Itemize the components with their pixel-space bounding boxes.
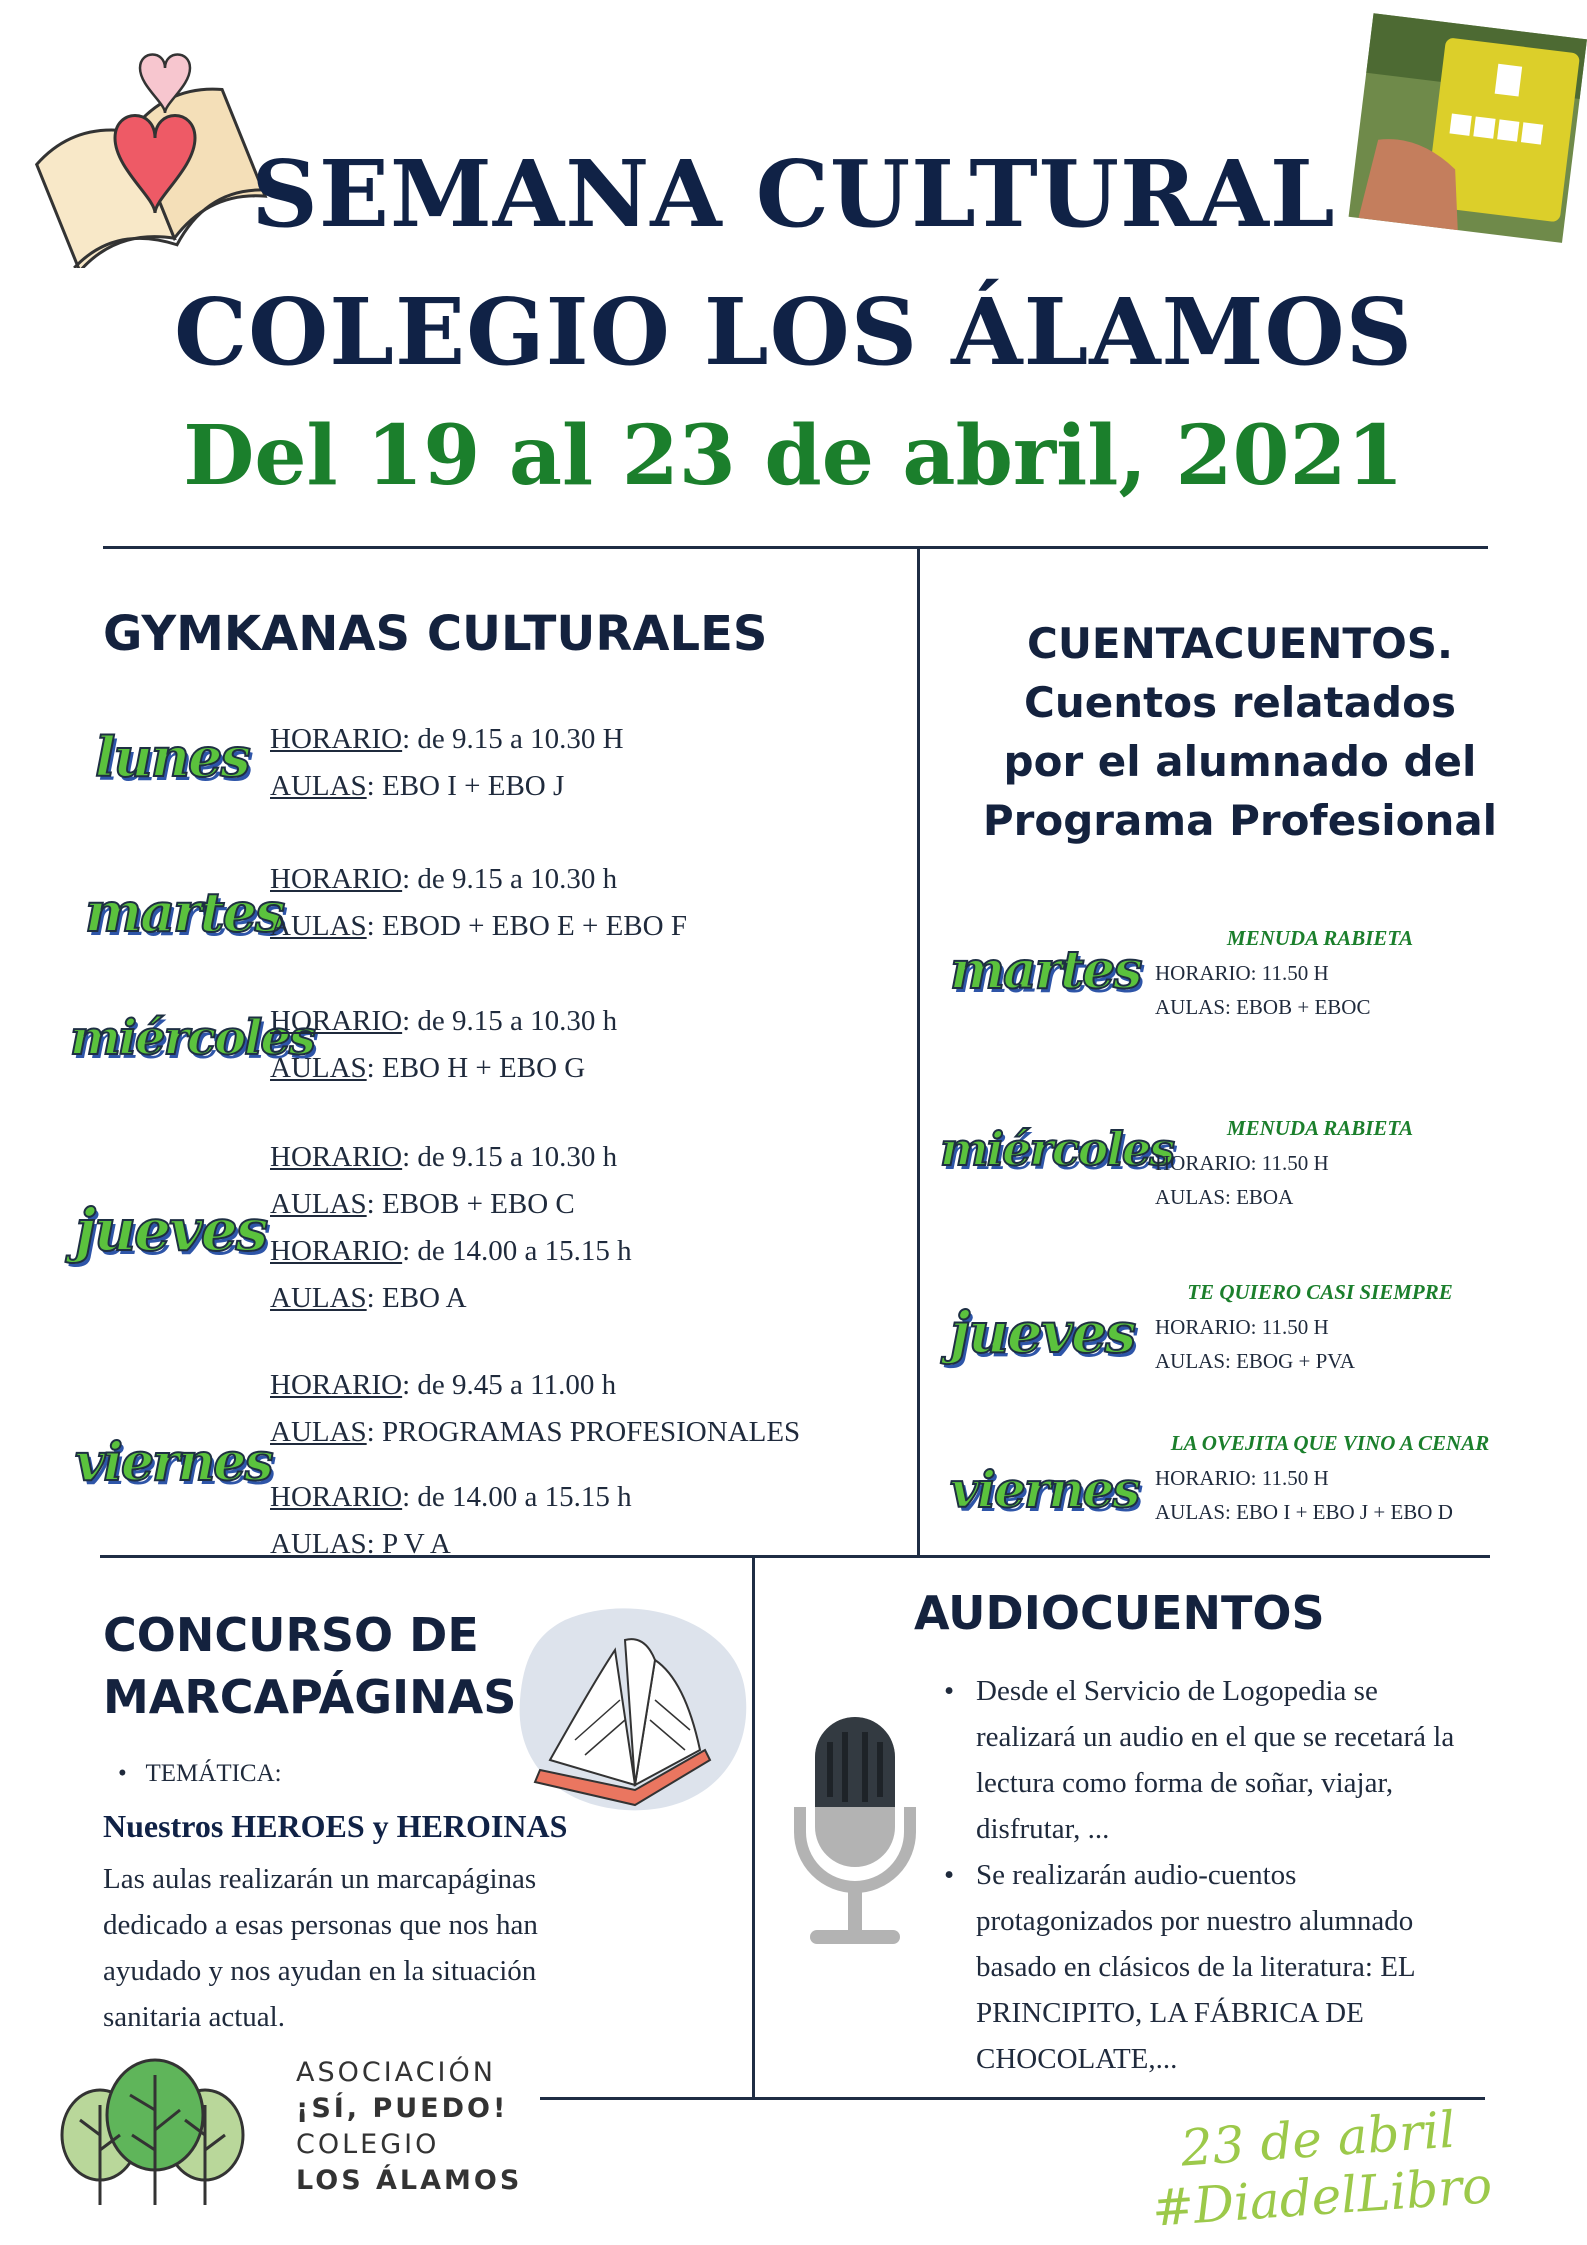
cuentacuentos-title-line: Cuentos relatados [1024,678,1456,727]
day-viernes: viernes [75,1432,272,1493]
concurso-text-line: sanitaria actual. [103,2001,285,2033]
concurso-text-line: ayudado y nos ayudan en la situación [103,1955,537,1987]
gym-lunes-horario: : de 9.15 a 10.30 H [402,723,624,755]
aulas-label: AULAS [270,770,367,802]
concurso-title-line: CONCURSO DE [103,1608,479,1662]
gym-viernes-horario1: : de 9.45 a 11.00 h [402,1369,617,1401]
cc-story-martes: MENUDA RABIETA [1226,926,1414,950]
logo-line: ASOCIACIÓN [296,2057,496,2088]
concurso-text-line: dedicado a esas personas que nos han [103,1909,538,1941]
aulas-label: AULAS [270,1282,367,1314]
day-jueves: jueves [75,1196,267,1264]
cc-jueves-aulas: AULAS: EBOG + PVA [1155,1349,1355,1373]
gym-jueves-horario2: : de 14.00 a 15.15 h [402,1235,632,1267]
audio-line: lectura como forma de soñar, viajar, [976,1767,1394,1799]
gym-jueves-aulas1: : EBOB + EBO C [366,1188,575,1220]
audiocuentos-bullet-2 [938,1852,1558,2082]
audio-line: disfrutar, ... [976,1813,1110,1845]
horario-label: HORARIO [270,863,403,895]
gym-martes-schedule [270,856,687,950]
bottom-divider [540,2097,1485,2100]
gym-lunes-aulas: : EBO I + EBO J [366,770,565,802]
footer-tag: #DiadelLibro [1150,2156,1494,2238]
cuentacuentos-title-line: por el alumnado del [1003,737,1477,786]
logo-line: LOS ÁLAMOS [296,2165,523,2196]
tematica-label: TEMÁTICA: [145,1760,282,1787]
trees-logo-icon [50,2055,260,2210]
aulas-label: AULAS [270,1188,367,1220]
day-lunes: lunes [95,725,249,789]
cc-miercoles-horario: HORARIO: 11.50 H [1155,1151,1329,1175]
cc-story-viernes: LA OVEJITA QUE VINO A CENAR [1170,1431,1490,1455]
gym-miercoles-schedule [270,998,617,1092]
vertical-divider-top [917,548,920,1556]
cc-miercoles-details [1155,1146,1329,1214]
gym-viernes-horario2: : de 14.00 a 15.15 h [402,1481,632,1513]
audio-line: CHOCOLATE,... [976,2043,1178,2075]
concurso-tematica [118,1760,282,1788]
cc-viernes-horario: HORARIO: 11.50 H [1155,1466,1329,1490]
gym-miercoles-aulas: : EBO H + EBO G [366,1052,586,1084]
cc-martes-details [1155,956,1370,1024]
cc-miercoles-aulas: AULAS: EBOA [1155,1185,1294,1209]
gym-viernes-schedule [270,1362,800,1568]
cc-day-jueves: jueves [950,1300,1135,1366]
cc-jueves-details [1155,1310,1355,1378]
cc-day-miercoles: miércoles [940,1122,1173,1176]
cc-viernes-aulas: AULAS: EBO I + EBO J + EBO D [1155,1500,1453,1524]
horario-label: HORARIO [270,723,403,755]
aulas-label: AULAS [270,1528,367,1560]
logo-line: ¡SÍ, PUEDO! [296,2093,509,2124]
audio-line: • Desde el Servicio de Logopedia se [976,1675,1378,1707]
concurso-title-line: MARCAPÁGINAS [103,1670,517,1724]
gym-martes-aulas: : EBOD + EBO E + EBO F [366,910,687,942]
association-logo-text [296,2055,522,2199]
main-title-line2: COLEGIO LOS ÁLAMOS [173,278,1414,386]
aulas-label: AULAS [270,910,367,942]
gym-jueves-schedule [270,1134,632,1322]
horario-label: HORARIO [270,1141,403,1173]
aulas-label: AULAS [270,1416,367,1448]
top-divider [103,546,1488,549]
audio-line: PRINCIPITO, LA FÁBRICA DE [976,1997,1364,2029]
main-title-line1: SEMANA CULTURAL [251,140,1336,248]
gym-martes-horario: : de 9.15 a 10.30 h [402,863,618,895]
audiocuentos-list [938,1668,1558,2082]
concurso-text [103,1856,538,2040]
day-miercoles: miércoles [70,1010,314,1066]
open-book-icon [505,1590,755,1820]
audio-line: • Se realizarán audio-cuentos [976,1859,1297,1891]
footer-date: 23 de abril [1178,2100,1458,2178]
footer-hashtag [1136,2098,1503,2239]
event-dates: Del 19 al 23 de abril, 2021 [183,408,1404,504]
audiocuentos-bullet-1 [938,1668,1558,1852]
horario-label: HORARIO [270,1005,403,1037]
cc-day-viernes: viernes [950,1460,1139,1519]
cc-martes-aulas: AULAS: EBOB + EBOC [1155,995,1371,1019]
horario-label: HORARIO [270,1235,403,1267]
concurso-text-line: Las aulas realizarán un marcapáginas [103,1863,537,1895]
audio-line: protagonizados por nuestro alumnado [976,1905,1414,1937]
horario-label: HORARIO [270,1369,403,1401]
concurso-theme: Nuestros HEROES y HEROINAS [103,1808,568,1844]
day-martes: martes [85,880,284,944]
cc-jueves-horario: HORARIO: 11.50 H [1155,1315,1329,1339]
gymkanas-title: GYMKANAS CULTURALES [103,606,768,662]
gym-miercoles-horario: : de 9.15 a 10.30 h [402,1005,618,1037]
logo-line: COLEGIO [296,2129,440,2160]
concurso-title [103,1604,516,1728]
gym-viernes-aulas1: : PROGRAMAS PROFESIONALES [366,1416,801,1448]
cc-story-miercoles: MENUDA RABIETA [1226,1116,1414,1140]
gym-jueves-aulas2: : EBO A [366,1282,467,1314]
cc-martes-horario: HORARIO: 11.50 H [1155,961,1329,985]
cc-viernes-details [1155,1461,1453,1529]
gym-lunes-schedule [270,716,624,810]
gym-viernes-aulas2: : P V A [366,1528,451,1560]
cc-story-jueves: TE QUIERO CASI SIEMPRE [1187,1280,1453,1304]
cuentacuentos-title [960,614,1520,850]
audio-line: basado en clásicos de la literatura: EL [976,1951,1416,1983]
horario-label: HORARIO [270,1481,403,1513]
bullet: • [118,1760,146,1787]
audiocuentos-title: AUDIOCUENTOS [914,1586,1325,1640]
cuentacuentos-title-line: Programa Profesional [982,796,1498,845]
gym-jueves-horario1: : de 9.15 a 10.30 h [402,1141,618,1173]
cc-day-martes: martes [950,940,1141,1001]
cuentacuentos-title-line: CUENTACUENTOS. [1027,619,1453,668]
microphone-icon [790,1712,920,1952]
audio-line: realizará un audio en el que se recetará la [976,1721,1455,1753]
aulas-label: AULAS [270,1052,367,1084]
